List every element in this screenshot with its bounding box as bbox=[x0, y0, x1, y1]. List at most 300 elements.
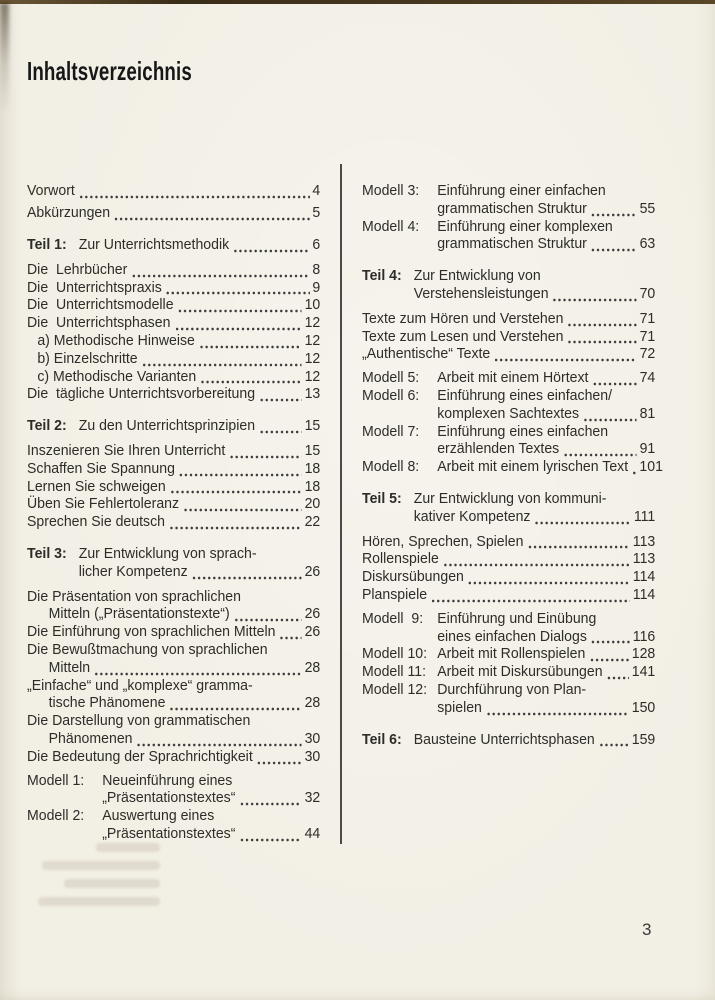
toc-line bbox=[27, 513, 320, 531]
toc-line bbox=[362, 310, 655, 328]
toc-line bbox=[27, 712, 320, 730]
toc-line bbox=[27, 296, 320, 314]
toc-block-heading bbox=[362, 731, 655, 749]
toc-entry bbox=[27, 385, 320, 403]
entry-text: Einführung eines einfachen/ bbox=[437, 386, 613, 404]
entry-text: Mitteln bbox=[48, 658, 91, 676]
page-ref: 63 bbox=[639, 235, 656, 253]
toc-line bbox=[27, 605, 320, 623]
model-label: Modell 5: bbox=[362, 369, 420, 387]
toc-line bbox=[362, 490, 655, 508]
toc-entry bbox=[27, 478, 320, 496]
dot-leader bbox=[166, 283, 310, 295]
dot-leader bbox=[136, 735, 301, 747]
toc-line bbox=[27, 417, 320, 435]
entry-text: Bausteine Unterrichtsphasen bbox=[413, 730, 595, 748]
section-label: Teil 1: bbox=[27, 236, 67, 254]
dot-leader bbox=[169, 518, 302, 530]
dot-leader bbox=[591, 240, 637, 252]
toc-line bbox=[27, 659, 320, 677]
toc-block-heading bbox=[27, 417, 320, 435]
toc-entry bbox=[27, 641, 320, 677]
toc-line bbox=[27, 332, 320, 350]
toc-line bbox=[362, 182, 655, 200]
column-divider bbox=[340, 164, 342, 844]
entry-text: Die Darstellung von grammatischen bbox=[27, 712, 251, 730]
entry-text: „Präsentationstextes“ bbox=[102, 789, 236, 807]
entry-text: Die Bewußtmachung von sprachlichen bbox=[27, 641, 268, 659]
page-ref: 111 bbox=[633, 507, 656, 525]
toc-block-models bbox=[362, 369, 663, 476]
page-ref: 5 bbox=[312, 204, 321, 222]
toc-entry bbox=[27, 442, 320, 460]
entry-text: Einführung einer komplexen bbox=[437, 217, 613, 235]
page-ref: 113 bbox=[632, 550, 656, 568]
toc-line bbox=[27, 641, 320, 659]
entry-text: Vorwort bbox=[27, 182, 75, 199]
page-title: Inhaltsverzeichnis bbox=[27, 56, 192, 86]
toc-line bbox=[27, 236, 320, 254]
toc-line bbox=[362, 369, 655, 387]
toc-line bbox=[362, 267, 655, 285]
toc-line bbox=[27, 677, 320, 695]
toc-line bbox=[362, 328, 655, 346]
page-ref: 26 bbox=[304, 623, 321, 641]
toc-block-entries bbox=[27, 261, 320, 403]
bleed-through-line bbox=[64, 879, 160, 888]
entry-text: kativer Kompetenz bbox=[413, 507, 531, 525]
dot-leader bbox=[567, 315, 637, 327]
toc-line bbox=[27, 460, 320, 478]
toc-entry bbox=[27, 772, 320, 808]
entry-text: Abkürzungen bbox=[27, 204, 111, 222]
dot-leader bbox=[79, 187, 310, 199]
toc-line bbox=[27, 350, 320, 368]
dot-leader bbox=[229, 447, 302, 459]
entry-text: Die Unterrichtsphasen bbox=[27, 314, 171, 332]
toc-entry bbox=[27, 204, 320, 222]
page-ref: 74 bbox=[639, 369, 656, 387]
toc-line bbox=[27, 772, 320, 790]
toc-line bbox=[362, 235, 655, 253]
entry-text: Arbeit mit Diskursübungen bbox=[437, 663, 603, 681]
toc-entry bbox=[27, 368, 320, 386]
toc-section-heading bbox=[362, 731, 655, 749]
entry-text: Texte zum Lesen und Verstehen bbox=[362, 327, 564, 345]
toc-line bbox=[27, 204, 320, 222]
dot-leader bbox=[567, 332, 637, 344]
dot-leader bbox=[591, 205, 637, 217]
dot-leader bbox=[191, 568, 301, 580]
page-ref: 12 bbox=[304, 349, 321, 367]
toc-section-heading bbox=[362, 267, 655, 303]
model-label: Modell 3: bbox=[362, 182, 420, 199]
dot-leader bbox=[494, 350, 637, 362]
entry-text: Arbeit mit einem Hörtext bbox=[437, 369, 589, 387]
entry-text: Einführung und Einübung bbox=[437, 609, 597, 627]
toc-entry bbox=[362, 663, 655, 681]
toc-entry bbox=[27, 677, 320, 713]
toc-line bbox=[362, 423, 655, 441]
page-ref: 114 bbox=[632, 585, 656, 603]
entry-text: Arbeit mit Rollenspielen bbox=[437, 645, 586, 663]
page-ref: 114 bbox=[632, 568, 656, 586]
toc-block-models bbox=[362, 610, 655, 717]
toc-line bbox=[362, 533, 655, 551]
page-ref: 6 bbox=[312, 236, 321, 254]
dot-leader bbox=[468, 573, 630, 585]
page-ref: 8 bbox=[312, 260, 321, 278]
toc-block-entries bbox=[27, 442, 320, 531]
dot-leader bbox=[200, 372, 302, 384]
dot-leader bbox=[583, 410, 637, 422]
toc-entry bbox=[27, 495, 320, 513]
toc-line bbox=[27, 825, 320, 843]
page-ref: 26 bbox=[304, 605, 321, 623]
toc-column-right bbox=[362, 182, 663, 755]
page-ref: 150 bbox=[631, 698, 656, 716]
dot-leader bbox=[534, 513, 631, 525]
toc-line bbox=[27, 478, 320, 496]
entry-text: Hören, Sprechen, Spielen bbox=[362, 532, 524, 550]
toc-entry bbox=[362, 345, 655, 363]
toc-block-entries bbox=[362, 533, 655, 604]
toc-entry bbox=[362, 550, 655, 568]
toc-block-heading bbox=[27, 236, 320, 254]
entry-text: Durchführung von Plan- bbox=[437, 680, 587, 698]
entry-text: Sprechen Sie deutsch bbox=[27, 513, 165, 531]
toc-block-models bbox=[362, 182, 655, 253]
dot-leader bbox=[233, 610, 301, 622]
dot-leader bbox=[632, 463, 637, 475]
toc-entry bbox=[27, 332, 320, 350]
entry-text: Einführung einer einfachen bbox=[437, 182, 606, 199]
entry-text: spielen bbox=[437, 698, 482, 716]
toc-line bbox=[362, 458, 663, 476]
toc-line bbox=[27, 789, 320, 807]
page-ref: 128 bbox=[631, 645, 656, 663]
entry-text: Zur Entwicklung von sprach- bbox=[78, 545, 257, 563]
entry-text: Die Unterrichtsmodelle bbox=[27, 296, 174, 314]
toc-line bbox=[27, 261, 320, 279]
toc-section-heading bbox=[362, 490, 655, 526]
toc-line bbox=[27, 807, 320, 825]
dot-leader bbox=[174, 319, 302, 331]
toc-line bbox=[362, 285, 655, 303]
entry-text: Zur Unterrichtsmethodik bbox=[78, 236, 230, 254]
toc-block-heading bbox=[362, 267, 655, 303]
toc-line bbox=[362, 440, 655, 458]
page-ref: 159 bbox=[631, 730, 656, 748]
toc-entry bbox=[27, 513, 320, 531]
toc-line bbox=[27, 694, 320, 712]
toc-entry bbox=[27, 314, 320, 332]
page-ref: 26 bbox=[304, 562, 321, 580]
bleed-through-line bbox=[42, 861, 160, 870]
entry-text: licher Kompetenz bbox=[78, 562, 188, 580]
page-ref: 12 bbox=[304, 332, 321, 350]
toc-entry bbox=[27, 712, 320, 748]
dot-leader bbox=[589, 650, 629, 662]
toc-line bbox=[362, 405, 655, 423]
dot-leader bbox=[256, 753, 301, 765]
toc-entry bbox=[362, 586, 655, 604]
toc-line bbox=[362, 699, 655, 717]
page-ref: 20 bbox=[304, 495, 321, 513]
model-label: Modell 12: bbox=[362, 680, 428, 698]
toc-block-entries bbox=[362, 310, 655, 363]
model-label: Modell 10: bbox=[362, 645, 428, 663]
toc-line bbox=[27, 314, 320, 332]
toc-line bbox=[362, 387, 655, 405]
model-label: Modell 8: bbox=[362, 458, 420, 476]
entry-text: Lernen Sie schweigen bbox=[27, 477, 166, 495]
dot-leader bbox=[199, 337, 302, 349]
toc-line bbox=[362, 610, 655, 628]
entry-text: Verstehensleistungen bbox=[413, 284, 549, 302]
entry-text: Die Unterrichtspraxis bbox=[27, 278, 162, 296]
model-label: Modell 7: bbox=[362, 422, 420, 440]
entry-text: Neueinführung eines bbox=[102, 771, 233, 789]
page-ref: 44 bbox=[304, 825, 321, 842]
toc-line bbox=[362, 645, 655, 663]
entry-text: komplexen Sachtextes bbox=[437, 404, 580, 422]
dot-leader bbox=[177, 301, 301, 313]
dot-leader bbox=[239, 830, 302, 842]
toc-line bbox=[362, 508, 655, 526]
model-label: Modell 4: bbox=[362, 217, 420, 235]
toc-line bbox=[27, 563, 320, 581]
dot-leader bbox=[527, 537, 630, 549]
toc-section-heading bbox=[27, 545, 320, 581]
page-ref: 71 bbox=[639, 309, 656, 327]
entry-text: Die Bedeutung der Sprachrichtigkeit bbox=[27, 747, 253, 765]
entry-text: Die Lehrbücher bbox=[27, 260, 128, 278]
toc-entry bbox=[27, 460, 320, 478]
section-label: Teil 2: bbox=[27, 417, 67, 435]
toc-section-heading bbox=[27, 236, 320, 254]
toc-entry bbox=[362, 310, 655, 328]
toc-line bbox=[362, 550, 655, 568]
toc-entry bbox=[362, 328, 655, 346]
page-ref: 15 bbox=[304, 442, 321, 460]
page-ref: 116 bbox=[632, 627, 656, 645]
entry-text: Phänomenen bbox=[48, 730, 133, 748]
page-ref: 28 bbox=[304, 658, 321, 676]
page-ref: 13 bbox=[304, 385, 321, 403]
dot-leader bbox=[486, 704, 629, 716]
toc-line bbox=[27, 442, 320, 460]
page-ref: 22 bbox=[304, 513, 321, 531]
model-label: Modell 11: bbox=[362, 663, 427, 681]
entry-text: Rollenspiele bbox=[362, 550, 439, 568]
entry-text: Zur Entwicklung von bbox=[413, 267, 541, 285]
page-ref: 55 bbox=[639, 199, 656, 217]
toc-entry bbox=[362, 423, 655, 459]
dot-leader bbox=[114, 209, 310, 221]
toc-entry bbox=[27, 748, 320, 766]
toc-entry bbox=[27, 279, 320, 297]
bleed-through-artifact bbox=[28, 843, 160, 915]
model-label: Modell 1: bbox=[27, 771, 85, 789]
dot-leader bbox=[259, 390, 302, 402]
scan-corner-artifact bbox=[0, 3, 9, 113]
page-ref: 12 bbox=[304, 367, 321, 385]
toc-line bbox=[27, 368, 320, 386]
toc-entry bbox=[362, 681, 655, 717]
toc-line bbox=[27, 588, 320, 606]
toc-line bbox=[362, 663, 655, 681]
toc-entry bbox=[362, 568, 655, 586]
entry-text: Texte zum Hören und Verstehen bbox=[362, 309, 564, 327]
toc-line bbox=[362, 568, 655, 586]
page-ref: 18 bbox=[304, 477, 321, 495]
section-label: Teil 4: bbox=[362, 267, 402, 285]
dot-leader bbox=[563, 445, 637, 457]
entry-text: Mitteln („Präsentationstexte“) bbox=[48, 605, 230, 623]
toc-line bbox=[362, 345, 655, 363]
toc-line bbox=[27, 279, 320, 297]
dot-leader bbox=[179, 465, 302, 477]
entry-text: Arbeit mit einem lyrischen Text bbox=[437, 458, 629, 476]
toc-line bbox=[27, 385, 320, 403]
entry-text: Üben Sie Fehlertoleranz bbox=[27, 495, 180, 513]
toc-block-models bbox=[27, 772, 320, 843]
dot-leader bbox=[259, 422, 302, 434]
section-label: Teil 5: bbox=[362, 489, 402, 507]
page-ref: 141 bbox=[631, 663, 656, 681]
page-ref: 70 bbox=[639, 284, 656, 302]
dot-leader bbox=[592, 374, 637, 386]
page-ref: 28 bbox=[304, 694, 321, 712]
entry-text: Die tägliche Unterrichtsvorbereitung bbox=[27, 385, 256, 403]
dot-leader bbox=[606, 668, 629, 680]
entry-text: c) Methodische Varianten bbox=[37, 367, 197, 385]
model-label: Modell 6: bbox=[362, 386, 420, 404]
toc-line bbox=[362, 731, 655, 749]
model-label: Modell 2: bbox=[27, 807, 85, 825]
page-ref: 101 bbox=[639, 458, 663, 476]
entry-text: grammatischen Struktur bbox=[437, 199, 587, 217]
toc-line bbox=[27, 748, 320, 766]
page-ref: 91 bbox=[639, 440, 656, 458]
toc-entry bbox=[27, 261, 320, 279]
page-ref: 72 bbox=[639, 345, 656, 363]
toc-block-heading bbox=[27, 545, 320, 581]
page-ref: 12 bbox=[304, 314, 321, 332]
toc-line bbox=[27, 545, 320, 563]
entry-text: erzählenden Textes bbox=[437, 440, 560, 458]
toc-block-entries bbox=[27, 588, 320, 766]
page-ref: 71 bbox=[639, 327, 656, 345]
entry-text: Einführung eines einfachen bbox=[437, 422, 609, 440]
toc-line bbox=[27, 730, 320, 748]
entry-text: b) Einzelschritte bbox=[37, 349, 138, 367]
entry-text: Die Präsentation von sprachlichen bbox=[27, 587, 241, 605]
toc-line bbox=[362, 218, 655, 236]
section-label: Teil 6: bbox=[362, 730, 402, 748]
dot-leader bbox=[279, 628, 302, 640]
dot-leader bbox=[169, 699, 302, 711]
toc-line bbox=[362, 681, 655, 699]
entry-text: Schaffen Sie Spannung bbox=[27, 459, 175, 477]
toc-entry bbox=[27, 588, 320, 624]
toc-entry bbox=[27, 807, 320, 843]
entry-text: Planspiele bbox=[362, 585, 428, 603]
page-ref: 81 bbox=[639, 404, 656, 422]
page-number: 3 bbox=[642, 920, 652, 939]
entry-text: grammatischen Struktur bbox=[437, 235, 587, 253]
toc-block-entries bbox=[27, 182, 320, 222]
toc-line bbox=[27, 495, 320, 513]
toc-entry bbox=[362, 610, 655, 646]
page-ref: 30 bbox=[304, 747, 321, 765]
toc-line bbox=[27, 182, 320, 200]
toc-entry bbox=[27, 350, 320, 368]
entry-text: Die Einführung von sprachlichen Mitteln bbox=[27, 623, 276, 641]
toc-line bbox=[362, 586, 655, 604]
toc-line bbox=[362, 628, 655, 646]
entry-text: Inszenieren Sie Ihren Unterricht bbox=[27, 442, 226, 460]
entry-text: Zu den Unterrichtsprinzipien bbox=[78, 417, 256, 435]
toc-entry bbox=[27, 182, 320, 200]
toc-entry bbox=[362, 387, 655, 423]
page-ref: 4 bbox=[312, 182, 321, 199]
dot-leader bbox=[131, 266, 310, 278]
dot-leader bbox=[443, 555, 630, 567]
model-label: Modell 9: bbox=[362, 609, 424, 627]
entry-text: Diskursübungen bbox=[362, 568, 464, 586]
toc-section-heading bbox=[27, 417, 320, 435]
toc-block-heading bbox=[362, 490, 655, 526]
bleed-through-line bbox=[38, 897, 160, 906]
dot-leader bbox=[233, 241, 310, 253]
toc-entry bbox=[362, 182, 655, 218]
dot-leader bbox=[141, 355, 301, 367]
page-ref: 10 bbox=[304, 296, 321, 314]
dot-leader bbox=[183, 500, 302, 512]
toc-entry bbox=[362, 458, 663, 476]
dot-leader bbox=[170, 482, 302, 494]
entry-text: eines einfachen Dialogs bbox=[437, 627, 587, 645]
toc-entry bbox=[362, 645, 655, 663]
page-ref: 15 bbox=[304, 417, 321, 435]
page-ref: 113 bbox=[632, 532, 656, 550]
dot-leader bbox=[431, 591, 630, 603]
page-ref: 18 bbox=[304, 459, 321, 477]
toc-entry bbox=[362, 369, 655, 387]
dot-leader bbox=[552, 290, 636, 302]
toc-entry bbox=[27, 296, 320, 314]
entry-text: „Authentische“ Texte bbox=[362, 345, 491, 363]
entry-text: a) Methodische Hinweise bbox=[37, 332, 195, 350]
toc-column-left bbox=[27, 182, 320, 843]
dot-leader bbox=[591, 632, 630, 644]
entry-text: Auswertung eines bbox=[102, 807, 215, 825]
toc-entry bbox=[362, 218, 655, 254]
entry-text: Zur Entwicklung von kommuni- bbox=[413, 489, 607, 507]
dot-leader bbox=[599, 735, 629, 747]
page-ref: 32 bbox=[304, 789, 321, 807]
toc-line bbox=[27, 623, 320, 641]
toc-entry bbox=[362, 533, 655, 551]
section-label: Teil 3: bbox=[27, 545, 67, 563]
dot-leader bbox=[239, 794, 302, 806]
bleed-through-line bbox=[96, 843, 160, 852]
toc-entry bbox=[27, 623, 320, 641]
dot-leader bbox=[94, 664, 302, 676]
page-ref: 30 bbox=[304, 730, 321, 748]
